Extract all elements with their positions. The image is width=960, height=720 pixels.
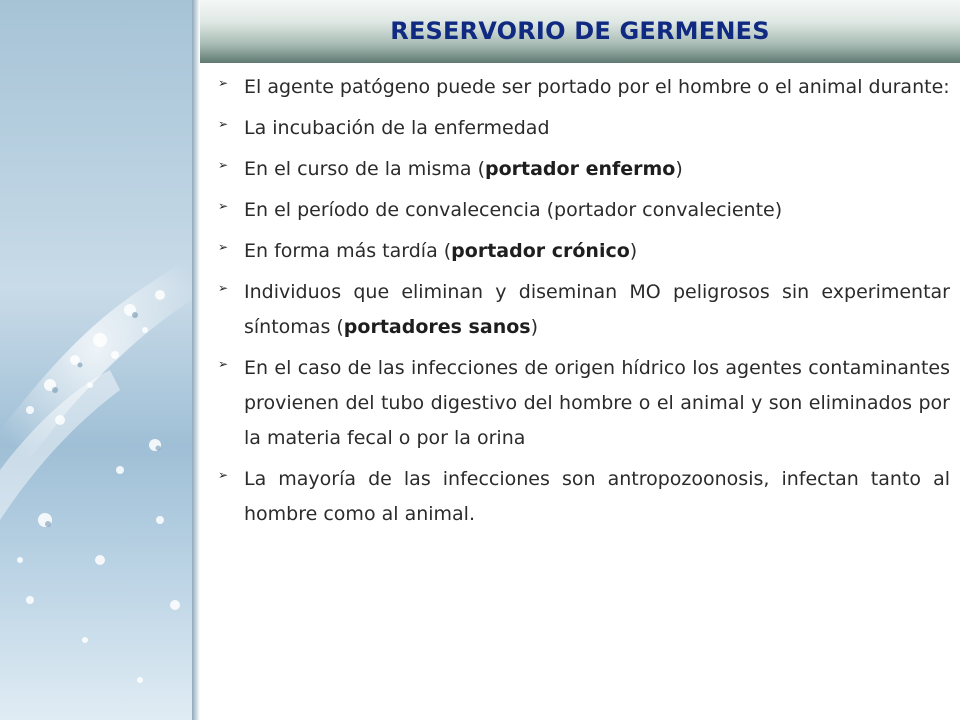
bullet-text-bold: portador crónico (451, 240, 630, 262)
bullet-arrow-icon: ➢ (218, 468, 229, 482)
bullet-text (244, 193, 950, 228)
bullet-item (218, 70, 950, 105)
bullet-text (244, 111, 950, 146)
bullet-arrow-icon: ➢ (218, 158, 229, 172)
bullet-item (218, 462, 950, 532)
water-splash-image (0, 0, 192, 720)
bullet-text-segment: La incubación de la enfermedad (244, 117, 550, 139)
bullet-text-segment: La mayoría de las infecciones son antropozoonosis, infectan tanto al hombre como al animal. (244, 468, 950, 525)
bullet-text-segment: En el período de convalecencia (portador convaleciente) (244, 199, 783, 221)
bullet-text (244, 462, 950, 532)
bullet-arrow-icon: ➢ (218, 357, 229, 371)
bullet-arrow-icon: ➢ (218, 76, 229, 90)
bullet-arrow-icon: ➢ (218, 281, 229, 295)
bullet-item (218, 351, 950, 456)
side-divider (192, 0, 200, 720)
water-splash-graphic (0, 0, 192, 720)
bullet-text (244, 152, 950, 187)
bullet-text-segment: En el curso de la misma ( (244, 158, 485, 180)
bullet-text (244, 351, 950, 456)
bullet-text-segment: En el caso de las infecciones de origen hídrico los agentes contaminantes provienen del tubo digestivo del hombre o el animal y son eliminados por la materia fecal o por la orina (244, 357, 950, 449)
bullet-item (218, 193, 950, 228)
bullet-item (218, 275, 950, 345)
bullet-item (218, 152, 950, 187)
bullet-text-segment: En forma más tardía ( (244, 240, 452, 262)
title-bar (200, 0, 960, 63)
bullet-text-bold: portadores sanos (343, 316, 531, 338)
bullet-text-segment: El agente patógeno puede ser portado por el hombre o el animal durante: (244, 76, 950, 98)
bullet-text (244, 275, 950, 345)
bullet-item (218, 111, 950, 146)
bullet-text-segment: ) (629, 240, 638, 262)
slide-title: RESERVORIO DE GERMENES (390, 17, 770, 45)
bullet-arrow-icon: ➢ (218, 117, 229, 131)
bullet-text-segment: ) (675, 158, 683, 180)
bullet-text-segment: Individuos que eliminan y diseminan MO peligrosos sin experimentar síntomas ( (244, 281, 950, 338)
bullet-text-bold: portador enfermo (485, 158, 676, 180)
bullet-list (218, 70, 950, 532)
bullet-text (244, 70, 950, 105)
bullet-arrow-icon: ➢ (218, 240, 229, 254)
bullet-arrow-icon: ➢ (218, 199, 229, 213)
bullet-text-segment: ) (530, 316, 538, 338)
bullet-text (244, 234, 950, 269)
bullet-item (218, 234, 950, 269)
